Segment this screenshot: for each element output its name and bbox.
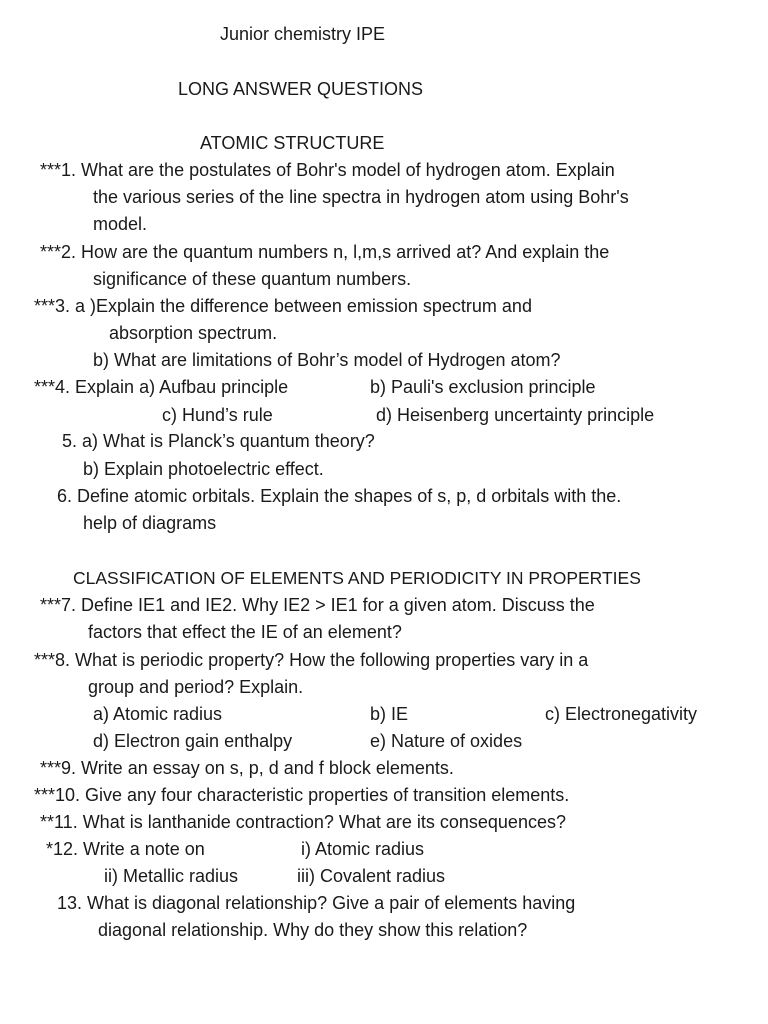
question-4-option-b: b) Pauli's exclusion principle — [370, 377, 596, 397]
question-8-option-b: b) IE — [370, 704, 409, 724]
question-5-line-1: 5. a) What is Planck’s quantum theory? — [62, 431, 375, 451]
question-6-line-1: 6. Define atomic orbitals. Explain the shapes of s, p, d orbitals with the. — [57, 486, 622, 506]
question-8-option-e: e) Nature of oxides — [370, 731, 523, 751]
question-2-line-1: ***2. How are the quantum numbers n, l,m,s arrived at? And explain the — [40, 242, 610, 262]
question-12-line-1: *12. Write a note on — [46, 839, 205, 859]
question-2-line-2: significance of these quantum numbers. — [93, 269, 412, 289]
question-8-option-a: a) Atomic radius — [93, 704, 223, 724]
unit-heading-classification: CLASSIFICATION OF ELEMENTS AND PERIODICITY IN PROPERTIES — [73, 568, 641, 588]
question-8-line-1: ***8. What is periodic property? How the following properties vary in a — [34, 650, 589, 670]
question-8-option-c: c) Electronegativity — [545, 704, 698, 724]
question-12-option-i: i) Atomic radius — [301, 839, 425, 859]
question-3-line-3: b) What are limitations of Bohr’s model of Hydrogen atom? — [93, 350, 561, 370]
question-8-option-d: d) Electron gain enthalpy — [93, 731, 293, 751]
question-4-option-d: d) Heisenberg uncertainty principle — [376, 405, 655, 425]
question-7-line-2: factors that effect the IE of an element? — [88, 622, 402, 642]
question-8-line-2: group and period? Explain. — [88, 677, 304, 697]
question-12-option-ii: ii) Metallic radius — [104, 866, 239, 886]
question-12-option-iii: iii) Covalent radius — [297, 866, 446, 886]
question-1-line-2: the various series of the line spectra in hydrogen atom using Bohr's — [93, 187, 629, 207]
question-1-line-1: ***1. What are the postulates of Bohr's model of hydrogen atom. Explain — [40, 160, 615, 180]
unit-heading-atomic-structure: ATOMIC STRUCTURE — [200, 133, 385, 153]
question-3-line-2: absorption spectrum. — [109, 323, 278, 343]
question-4-option-c: c) Hund’s rule — [162, 405, 273, 425]
question-10: ***10. Give any four characteristic properties of transition elements. — [34, 785, 570, 805]
course-title: Junior chemistry IPE — [220, 24, 386, 44]
question-9: ***9. Write an essay on s, p, d and f block elements. — [40, 758, 454, 778]
question-5-line-2: b) Explain photoelectric effect. — [83, 459, 324, 479]
question-11: **11. What is lanthanide contraction? What are its consequences? — [40, 812, 566, 832]
question-13-line-2: diagonal relationship. Why do they show this relation? — [98, 920, 528, 940]
question-6-line-2: help of diagrams — [83, 513, 217, 533]
question-1-line-3: model. — [93, 214, 148, 234]
question-3-line-1: ***3. a )Explain the difference between emission spectrum and — [34, 296, 532, 316]
question-7-line-1: ***7. Define IE1 and IE2. Why IE2 > IE1 for a given atom. Discuss the — [40, 595, 595, 615]
question-13-line-1: 13. What is diagonal relationship? Give a pair of elements having — [57, 893, 576, 913]
section-heading: LONG ANSWER QUESTIONS — [178, 79, 424, 99]
question-4-line-1: ***4. Explain a) Aufbau principle — [34, 377, 289, 397]
